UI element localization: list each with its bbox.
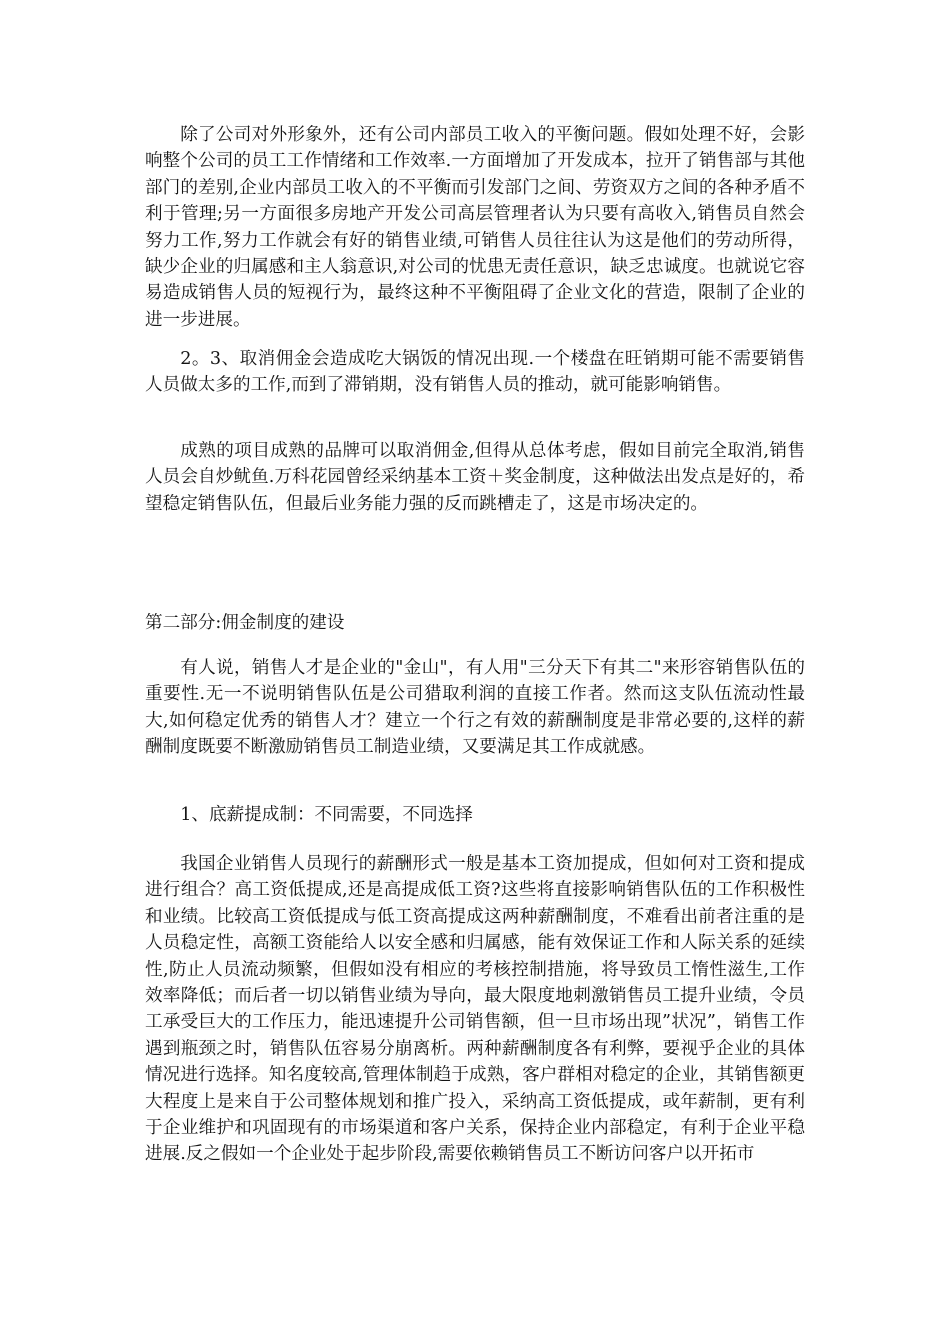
paragraph-cancel-commission-effect: 2。3、取消佣金会造成吃大锅饭的情况出现.一个楼盘在旺销期可能不需要销售人员做太多的工作,而到了滞销期，没有销售人员的推动，就可能影响销售。 [145,349,805,396]
paragraph-internal-income-balance: 除了公司对外形象外，还有公司内部员工收入的平衡问题。假如处理不好，会影响整个公司的员工工作情绪和工作效率.一方面增加了开发成本，拉开了销售部与其他部门的差别,企业内部员工收入的不平衡而引发部门之间、劳资双方之间的各种矛盾不利于管理;另一方面很多房地产开发公司高层管理者认为只要有高收入,销售员自然会努力工作,努力工作就会有好的销售业绩,可销售人员往往认为这是他们的劳动所得，缺少企业的归属感和主人翁意识,对公司的忧患无责任意识，缺乏忠诚度。也就说它容易造成销售人员的短视行为，最终这种不平衡阻碍了企业文化的营造，限制了企业的进一步进展。 [145,125,805,330]
paragraph-mature-project-commission: 成熟的项目成熟的品牌可以取消佣金,但得从总体考虑，假如目前完全取消,销售人员会自炒鱿鱼.万科花园曾经采纳基本工资＋奖金制度，这种做法出发点是好的，希望稳定销售队伍，但最后业务能力强的反而跳槽走了，这是市场决定的。 [145,441,805,514]
paragraph-salary-structure-comparison: 我国企业销售人员现行的薪酬形式一般是基本工资加提成，但如何对工资和提成进行组合？高工资低提成,还是高提成低工资?这些将直接影响销售队伍的工作积极性和业绩。比较高工资低提成与低工资高提成这两种薪酬制度，不难看出前者注重的是人员稳定性，高额工资能给人以安全感和归属感，能有效保证工作和人际关系的延续性,防止人员流动频繁，但假如没有相应的考核控制措施，将导致员工惰性滋生,工作效率降低；而后者一切以销售业绩为导向，最大限度地刺激销售员工提升业绩，令员工承受巨大的工作压力，能迅速提升公司销售额，但一旦市场出现”状况”，销售工作遇到瓶颈之时，销售队伍容易分崩离析。两种薪酬制度各有利弊，要视乎企业的具体情况进行选择。知名度较高,管理体制趋于成熟，客户群相对稳定的企业，其销售额更大程度上是来自于公司整体规划和推广投入，采纳高工资低提成，或年薪制，更有利于企业维护和巩固现有的市场渠道和客户关系，保持企业内部稳定，有利于企业平稳进展.反之假如一个企业处于起步阶段,需要依赖销售员工不断访问客户以开拓市 [145,854,805,1165]
section-heading-part-two: 第二部分:佣金制度的建设 [145,613,345,633]
paragraph-sales-talent-importance: 有人说，销售人才是企业的"金山"，有人用"三分天下有其二"来形容销售队伍的重要性.无一不说明销售队伍是公司猎取利润的直接工作者。然而这支队伍流动性最大,如何稳定优秀的销售人才？建立一个行之有效的薪酬制度是非常必要的,这样的薪酬制度既要不断激励销售员工制造业绩，又要满足其工作成就感。 [145,658,805,758]
subheading-base-salary-commission: 1、底薪提成制：不同需要，不同选择 [180,805,473,825]
